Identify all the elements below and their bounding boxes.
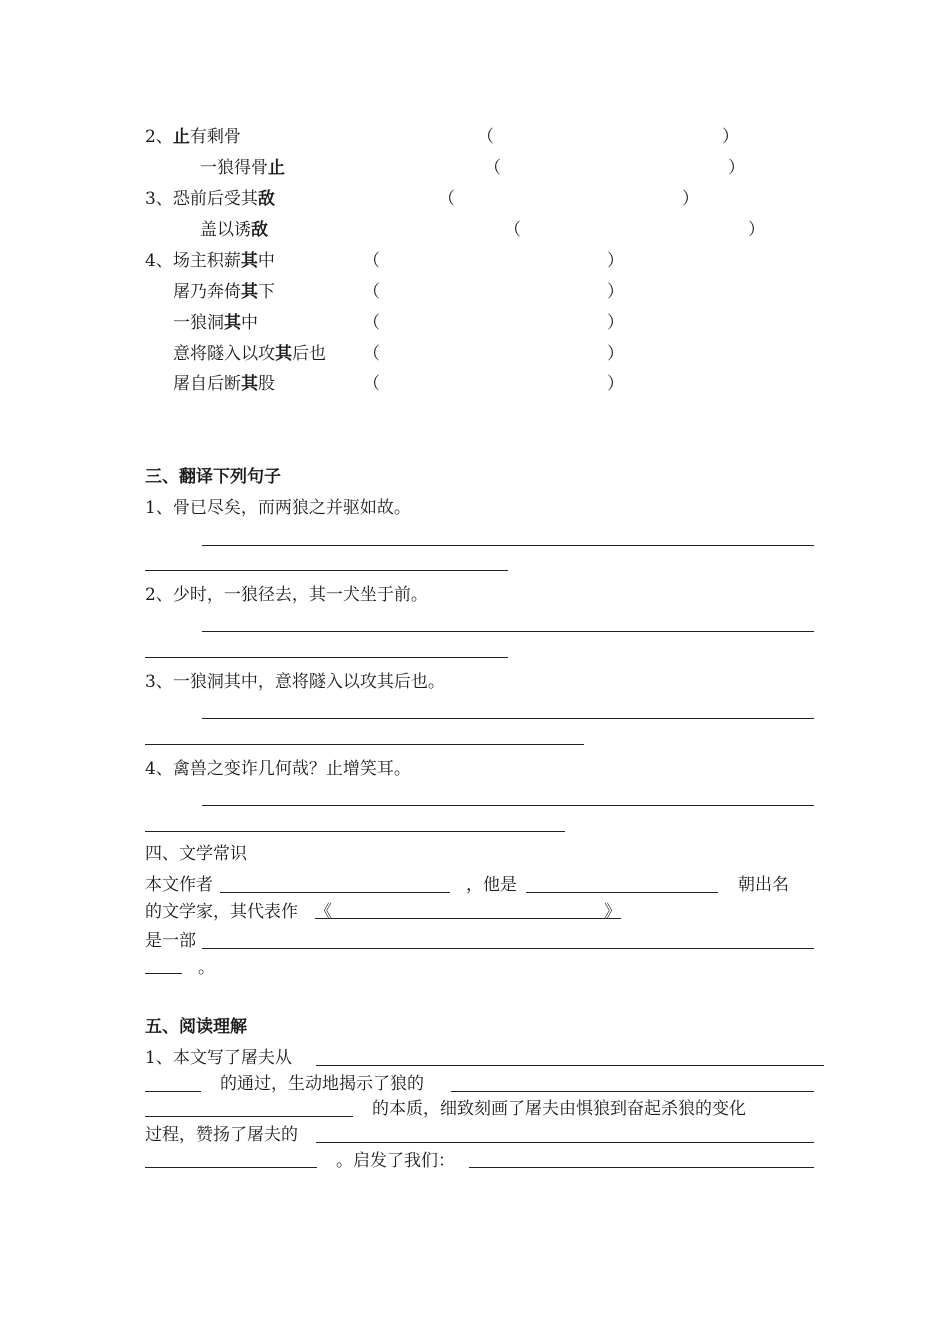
answer-line[interactable]	[202, 718, 814, 719]
reading-line: 过程，赞扬了屠夫的	[145, 1125, 298, 1145]
answer-line[interactable]	[145, 570, 508, 571]
answer-line[interactable]	[145, 744, 584, 745]
paren-open: （	[363, 313, 380, 333]
reading-line: 的通过，生动地揭示了狼的	[220, 1074, 424, 1094]
answer-blank[interactable]	[316, 1142, 814, 1143]
paren-close: ）	[607, 251, 624, 271]
sentence: 1、骨已尽矣，而两狼之并驱如故。	[145, 498, 411, 518]
item-row: 屠自后断其股	[173, 374, 275, 394]
paren-close: ）	[722, 127, 739, 147]
genre-blank-cont[interactable]	[145, 973, 182, 974]
author-line-end: 朝出名	[738, 875, 789, 895]
item-row: 意将隧入以攻其后也	[173, 344, 326, 364]
genre-line-end: 。	[198, 958, 215, 978]
paren-close: ）	[728, 158, 745, 178]
answer-blank[interactable]	[145, 1091, 201, 1092]
dynasty-blank[interactable]	[526, 892, 718, 893]
reading-line: 1、本文写了屠夫从	[145, 1048, 292, 1068]
paren-open: （	[438, 189, 455, 209]
answer-blank[interactable]	[145, 1167, 317, 1168]
paren-close: ）	[607, 282, 624, 302]
paren-open: （	[363, 251, 380, 271]
work-title-open: 《	[315, 902, 332, 922]
answer-line[interactable]	[202, 805, 814, 806]
item-row: 3、恐前后受其敌	[145, 189, 275, 209]
section-title: 四、文学常识	[145, 844, 247, 864]
answer-line[interactable]	[202, 631, 814, 632]
work-title-blank[interactable]	[315, 918, 621, 919]
genre-line: 是一部	[145, 931, 196, 951]
work-title-close: 》	[604, 902, 621, 922]
answer-blank[interactable]	[469, 1167, 814, 1168]
item-row: 一狼洞其中	[173, 313, 258, 333]
section-title: 三、翻译下列句子	[145, 467, 281, 487]
genre-blank[interactable]	[202, 948, 814, 949]
reading-line: 。启发了我们：	[336, 1151, 455, 1171]
paren-open: （	[363, 344, 380, 364]
author-line: 本文作者	[145, 875, 213, 895]
paren-open: （	[477, 127, 494, 147]
paren-open: （	[484, 158, 501, 178]
paren-open: （	[504, 220, 521, 240]
sentence: 3、一狼洞其中，意将隧入以攻其后也。	[145, 672, 445, 692]
answer-line[interactable]	[145, 657, 508, 658]
paren-open: （	[363, 282, 380, 302]
item-row: 4、场主积薪其中	[145, 251, 275, 271]
section-title: 五、阅读理解	[145, 1017, 247, 1037]
paren-close: ）	[607, 374, 624, 394]
paren-close: ）	[607, 313, 624, 333]
sentence: 2、少时，一狼径去，其一犬坐于前。	[145, 585, 428, 605]
reading-line: 的本质，细致刻画了屠夫由惧狼到奋起杀狼的变化	[372, 1099, 746, 1119]
item-row: 屠乃奔倚其下	[173, 282, 275, 302]
answer-line[interactable]	[145, 831, 565, 832]
paren-close: ）	[607, 344, 624, 364]
paren-close: ）	[682, 189, 699, 209]
item-row: 2、止有剩骨	[145, 127, 241, 147]
answer-blank[interactable]	[145, 1116, 353, 1117]
sentence: 4、禽兽之变诈几何哉？止增笑耳。	[145, 759, 411, 779]
answer-line[interactable]	[202, 545, 814, 546]
item-row: 一狼得骨止	[200, 158, 285, 178]
author-blank[interactable]	[220, 892, 450, 893]
author-line-mid: ，他是	[466, 875, 517, 895]
item-row: 盖以诱敌	[200, 220, 268, 240]
answer-blank[interactable]	[316, 1065, 824, 1066]
paren-close: ）	[748, 220, 765, 240]
work-line: 的文学家，其代表作	[145, 902, 298, 922]
answer-blank[interactable]	[451, 1091, 814, 1092]
paren-open: （	[363, 374, 380, 394]
